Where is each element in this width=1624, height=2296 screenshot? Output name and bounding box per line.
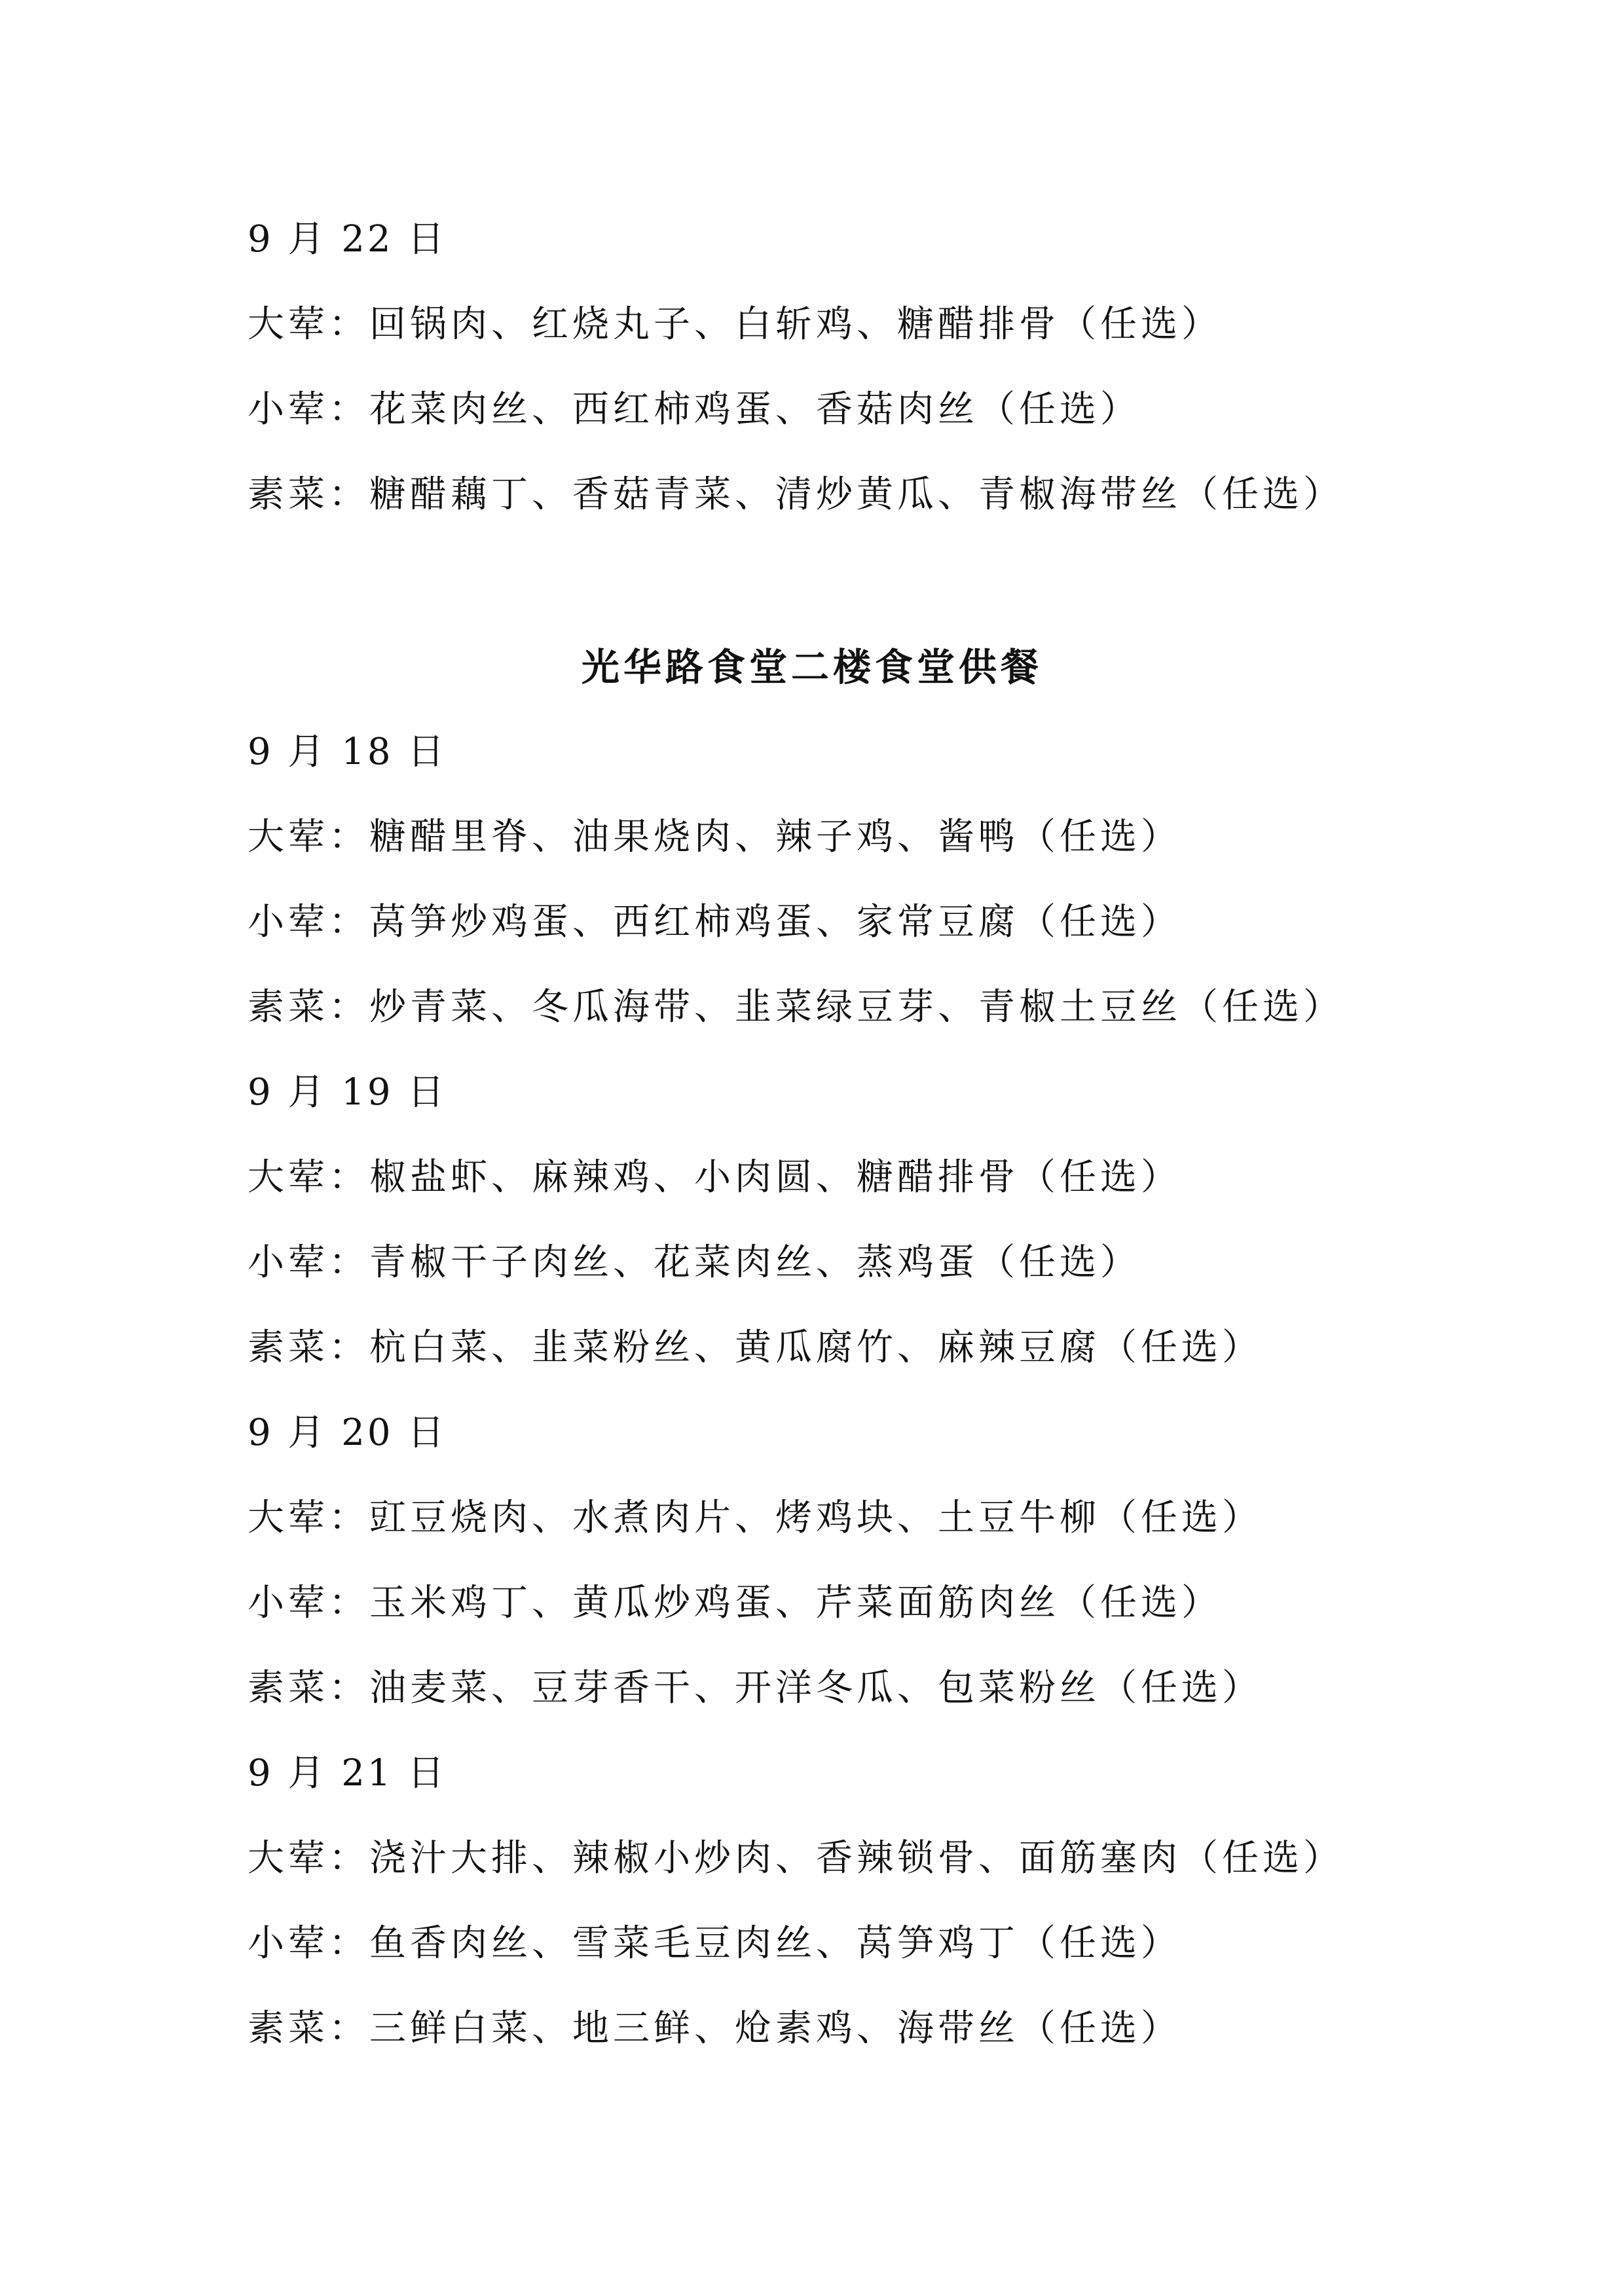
small-meat-line-sep20: 小荤：玉米鸡丁、黄瓜炒鸡蛋、芹菜面筋肉丝（任选）: [248, 1582, 1222, 1624]
big-meat-line-sep21: 大荤：浇汁大排、辣椒小炒肉、香辣锁骨、面筋塞肉（任选）: [248, 1837, 1344, 1880]
menu-date-sep18: 9 月 18 日: [248, 731, 447, 773]
small-meat-line-sep19: 小荤：青椒干子肉丝、花菜肉丝、蒸鸡蛋（任选）: [248, 1241, 1141, 1284]
section-title: 光华路食堂二楼食堂供餐: [581, 645, 1043, 689]
vegetable-line-sep20: 素菜：油麦菜、豆芽香干、开洋冬瓜、包菜粉丝（任选）: [248, 1667, 1263, 1709]
vegetable-line-sep21: 素菜：三鲜白菜、地三鲜、炝素鸡、海带丝（任选）: [248, 2007, 1181, 2050]
big-meat-line-sep22: 大荤：回锅肉、红烧丸子、白斩鸡、糖醋排骨（任选）: [248, 303, 1222, 346]
vegetable-line-sep18: 素菜：炒青菜、冬瓜海带、韭菜绿豆芽、青椒土豆丝（任选）: [248, 986, 1344, 1029]
small-meat-line-sep22: 小荤：花菜肉丝、西红柿鸡蛋、香菇肉丝（任选）: [248, 388, 1141, 431]
big-meat-line-sep20: 大荤：豇豆烧肉、水煮肉片、烤鸡块、土豆牛柳（任选）: [248, 1497, 1263, 1539]
menu-date-sep21: 9 月 21 日: [248, 1752, 447, 1795]
small-meat-line-sep18: 小荤：莴笋炒鸡蛋、西红柿鸡蛋、家常豆腐（任选）: [248, 901, 1181, 943]
menu-date-sep22: 9 月 22 日: [248, 218, 447, 261]
menu-date-sep19: 9 月 19 日: [248, 1071, 447, 1114]
small-meat-line-sep21: 小荤：鱼香肉丝、雪菜毛豆肉丝、莴笋鸡丁（任选）: [248, 1922, 1181, 1965]
big-meat-line-sep19: 大荤：椒盐虾、麻辣鸡、小肉圆、糖醋排骨（任选）: [248, 1156, 1181, 1199]
big-meat-line-sep18: 大荤：糖醋里脊、油果烧肉、辣子鸡、酱鸭（任选）: [248, 816, 1181, 858]
vegetable-line-sep22: 素菜：糖醋藕丁、香菇青菜、清炒黄瓜、青椒海带丝（任选）: [248, 473, 1344, 516]
vegetable-line-sep19: 素菜：杭白菜、韭菜粉丝、黄瓜腐竹、麻辣豆腐（任选）: [248, 1326, 1263, 1369]
menu-date-sep20: 9 月 20 日: [248, 1412, 447, 1454]
